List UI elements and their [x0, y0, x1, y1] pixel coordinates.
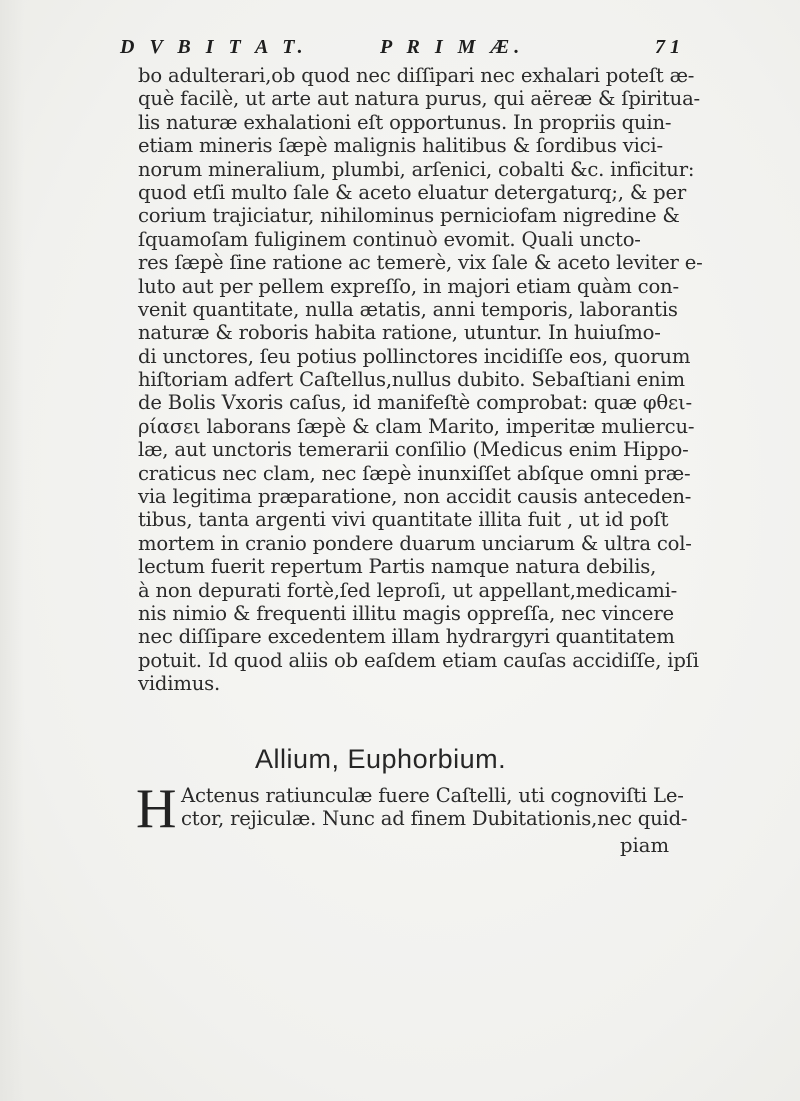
body-line: corium trajiciatur, nihilominus perniciofam nigredine & [138, 204, 680, 228]
running-head-left: D V B I T A T. [120, 36, 308, 58]
body-line: potuit. Id quod aliis ob eaſdem etiam cauſas accidiſſe, ipſi [138, 648, 699, 672]
section-line: ctor, rejiculæ. Nunc ad finem Dubitationis,nec quid- [181, 807, 688, 831]
body-line: ρίασει laborans ſæpè & clam Marito, imperitæ muliercu- [138, 414, 695, 438]
body-line: venit quantitate, nulla ætatis, anni temporis, laborantis [138, 297, 678, 321]
body-line: nec diſſipare excedentem illam hydrargyri quantitatem [138, 625, 675, 649]
body-line: luto aut per pellem expreſſo, in majori etiam quàm con- [138, 274, 679, 298]
body-line: vidimus. [138, 672, 221, 696]
page-number: 71 [655, 36, 685, 58]
drop-cap: H [136, 778, 177, 840]
body-line: quod etſi multo ſale & aceto eluatur detergaturq;, & per [138, 180, 687, 204]
body-line: ſquamoſam fuliginem continuò evomit. Quali uncto- [138, 227, 641, 251]
section-line: Actenus ratiunculæ fuere Caſtelli, uti cognoviſti Le- [181, 784, 684, 807]
body-line: craticus nec clam, nec ſæpè inunxiſſet abſque omni præ- [138, 461, 691, 485]
body-line: hiſtoriam adfert Caſtellus,nullus dubito. Sebaſtiani enim [138, 368, 685, 392]
page-gutter-shadow [0, 0, 24, 1101]
section-heading: Allium, Euphorbium. [255, 744, 507, 774]
body-line: naturæ & roboris habita ratione, utuntur. In huiuſmo- [138, 321, 661, 345]
body-line: mortem in cranio pondere duarum unciarum & ultra col- [138, 531, 692, 555]
running-head-middle: P R I M Æ. [380, 36, 525, 58]
body-line: res ſæpè ſine ratione ac temerè, vix ſale & aceto leviter e- [138, 251, 703, 275]
body-line: à non depurati fortè,ſed leproſi, ut appellant,medicami- [138, 578, 678, 602]
body-line: læ, aut unctoris temerarii conſilio (Medicus enim Hippo- [138, 438, 689, 462]
body-line: via legitima præparatione, non accidit causis anteceden- [138, 485, 692, 509]
body-text [138, 64, 703, 696]
section-text [181, 784, 688, 831]
body-line: què facilè, ut arte aut natura purus, qui aëreæ & ſpiritua- [138, 87, 700, 111]
catchword: piam [620, 834, 670, 857]
body-line: de Bolis Vxoris caſus, id manifeſtè comprobat: quæ φθει- [138, 391, 692, 415]
body-line: nis nimio & frequenti illitu magis oppreſſa, nec vincere [138, 601, 674, 625]
body-line: di unctores, ſeu potius pollinctores incidiſſe eos, quorum [138, 344, 691, 368]
body-line: etiam mineris ſæpè malignis halitibus & ſordibus vici- [138, 134, 663, 158]
body-line: lectum fuerit repertum Partis namque natura debilis, [138, 555, 657, 579]
body-line: bo adulterari,ob quod nec diſſipari nec exhalari poteſt æ- [138, 64, 695, 87]
body-line: lis naturæ exhalationi eſt opportunus. In propriis quin- [138, 110, 672, 134]
body-line: tibus, tanta argenti vivi quantitate illita fuit , ut id poſt [138, 508, 669, 532]
body-line: norum mineralium, plumbi, arſenici, cobalti &c. inficitur: [138, 157, 695, 181]
